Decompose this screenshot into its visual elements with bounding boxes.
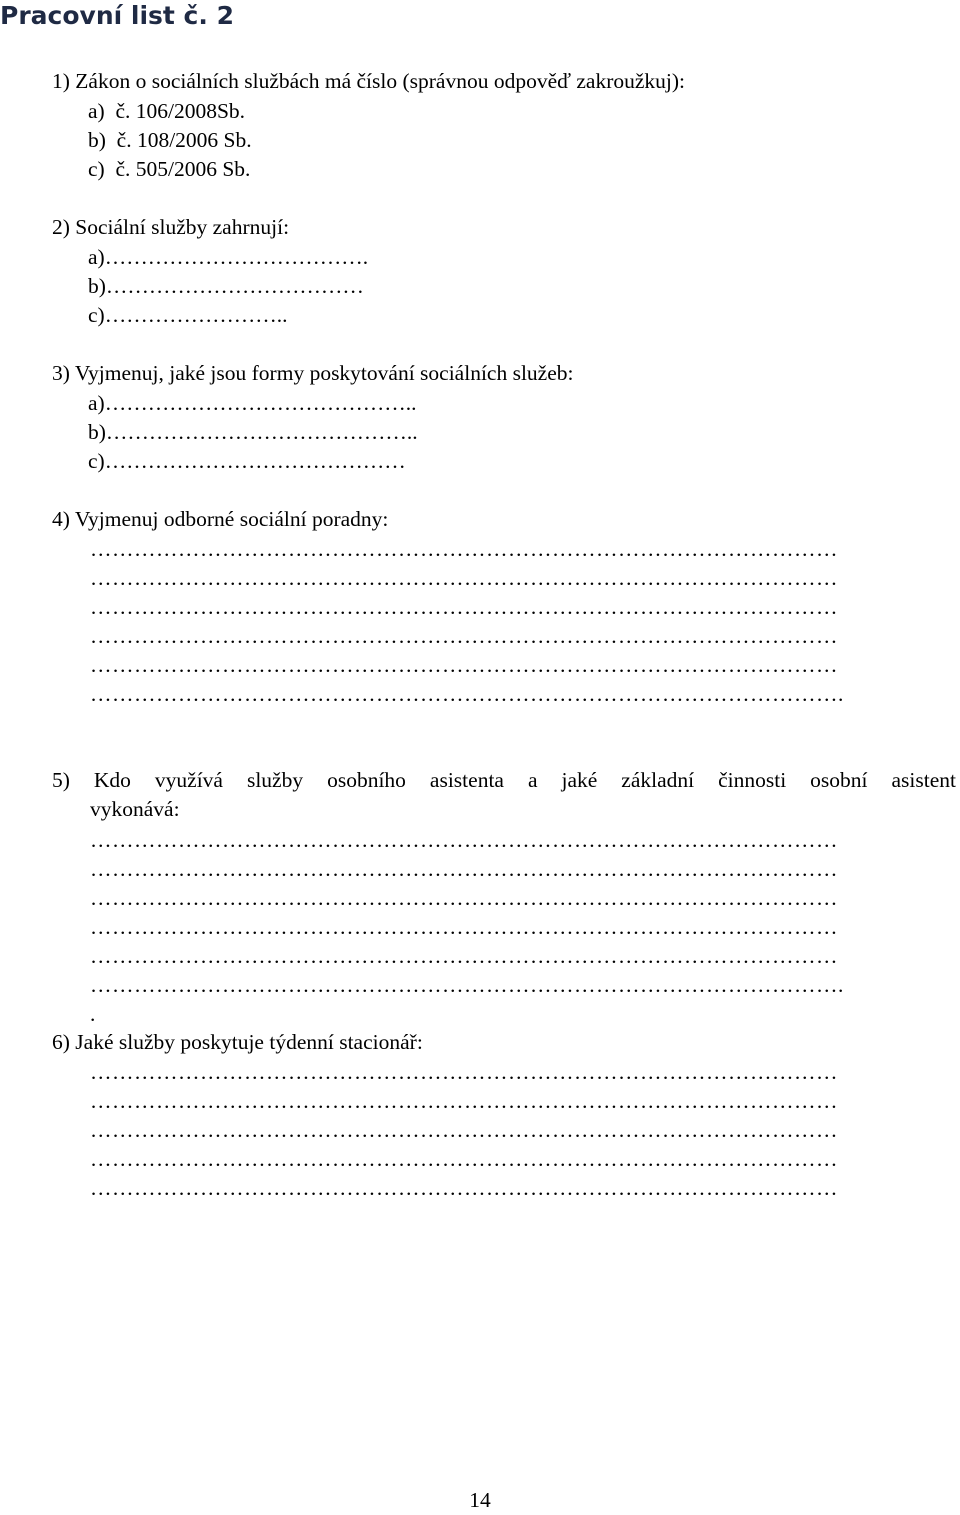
question-6: 6) Jaké služby poskytuje týdenní stacionář: [52, 1030, 423, 1054]
answer-3b[interactable]: b)…………………………………….. [88, 420, 418, 444]
answer-line[interactable]: ………………………………………………………………………………………… [90, 624, 838, 648]
question-5-continued: vykonává: [90, 797, 180, 821]
answer-line[interactable]: ………………………………………………………………………………………… [90, 1089, 838, 1113]
question-3: 3) Vyjmenuj, jaké jsou formy poskytování sociálních služeb: [52, 361, 574, 385]
answer-2b[interactable]: b)……………………………… [88, 274, 364, 298]
answer-line[interactable]: ………………………………………………………………………………………… [90, 857, 838, 881]
question-4: 4) Vyjmenuj odborné sociální poradny: [52, 507, 389, 531]
answer-line[interactable]: ………………………………………………………………………………………… [90, 595, 838, 619]
answer-line[interactable]: …………………………………………………………………………………………. [90, 973, 844, 997]
answer-3c[interactable]: c)…………………………………… [88, 449, 406, 473]
answer-line-end: . [90, 1002, 96, 1026]
answer-line[interactable]: ………………………………………………………………………………………… [90, 944, 838, 968]
answer-line[interactable]: ………………………………………………………………………………………… [90, 1176, 838, 1200]
answer-line[interactable]: ………………………………………………………………………………………… [90, 566, 838, 590]
answer-3a[interactable]: a)…………………………………….. [88, 391, 417, 415]
answer-line[interactable]: ………………………………………………………………………………………… [90, 537, 838, 561]
answer-2a[interactable]: a)………………………………. [88, 245, 369, 269]
answer-line[interactable]: ………………………………………………………………………………………… [90, 915, 838, 939]
answer-line[interactable]: ………………………………………………………………………………………… [90, 1060, 838, 1084]
answer-2c[interactable]: c)…………………….. [88, 303, 288, 327]
page-title: Pracovní list č. 2 [0, 1, 234, 30]
page-number: 14 [469, 1488, 491, 1512]
option-1a[interactable]: a) č. 106/2008Sb. [88, 99, 246, 123]
answer-line[interactable]: ………………………………………………………………………………………… [90, 828, 838, 852]
answer-line[interactable]: ………………………………………………………………………………………… [90, 1118, 838, 1142]
answer-line[interactable]: ………………………………………………………………………………………… [90, 886, 838, 910]
answer-line[interactable]: ………………………………………………………………………………………… [90, 1147, 838, 1171]
answer-line[interactable]: ………………………………………………………………………………………… [90, 653, 838, 677]
question-5: 5) Kdo využívá služby osobního asistenta a jaké základní činnosti osobní asistent [52, 768, 956, 792]
option-1b[interactable]: b) č. 108/2006 Sb. [88, 128, 252, 152]
question-1: 1) Zákon o sociálních službách má číslo (správnou odpověď zakroužkuj): [52, 69, 686, 93]
question-2: 2) Sociální služby zahrnují: [52, 215, 290, 239]
option-1c[interactable]: c) č. 505/2006 Sb. [88, 157, 251, 181]
answer-line[interactable]: …………………………………………………………………………………………. [90, 682, 844, 706]
